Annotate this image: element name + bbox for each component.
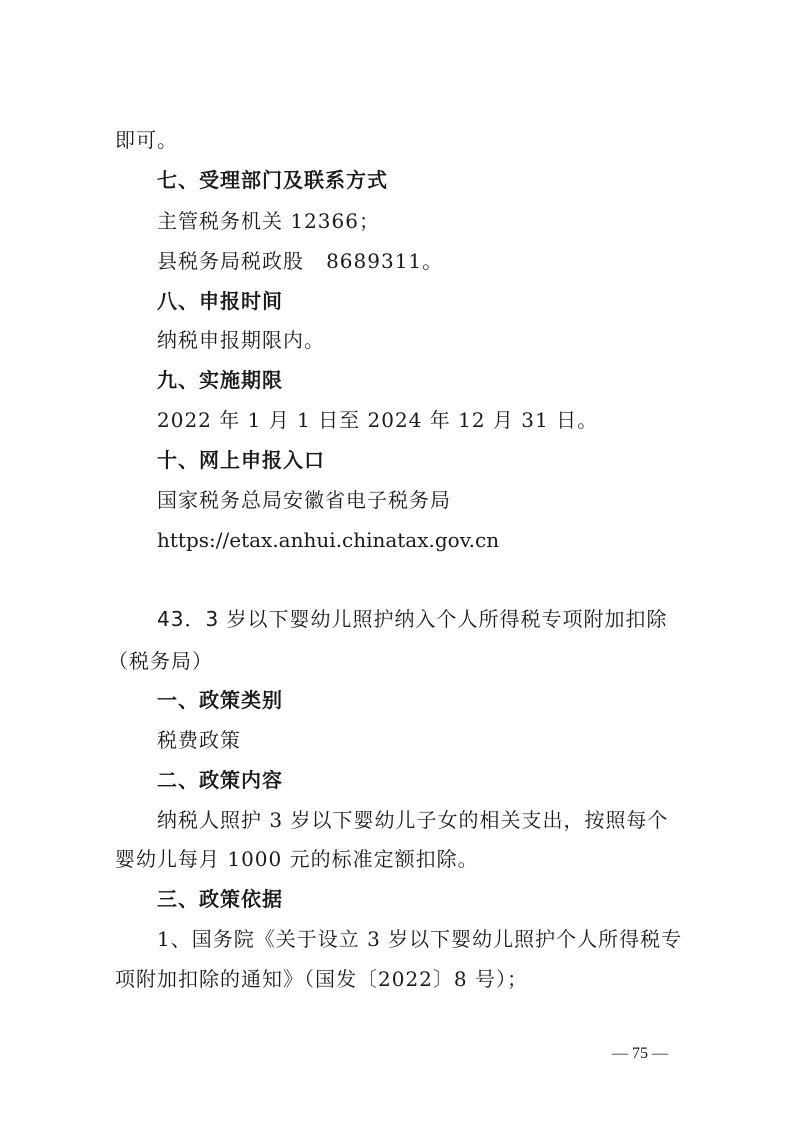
section-heading: 一、政策类别	[157, 688, 283, 712]
text-line: 税费政策	[157, 728, 241, 752]
url-text: https://etax.anhui.chinatax.gov.cn	[157, 528, 500, 552]
text-line: 纳税申报期限内。	[157, 328, 325, 352]
text-line: 主管税务机关 12366；	[157, 209, 380, 233]
section-heading: 十、网上申报入口	[157, 448, 325, 472]
text-line: 国家税务总局安徽省电子税务局	[157, 488, 451, 512]
page-number: — 75 —	[612, 1045, 668, 1062]
section-heading: 八、申报时间	[157, 289, 283, 313]
section-heading: 九、实施期限	[157, 368, 283, 392]
section-heading: 二、政策内容	[157, 768, 283, 792]
text-line: 项附加扣除的通知》（国发〔2022〕8 号）；	[115, 967, 528, 991]
item-title: 43．3 岁以下婴幼儿照护纳入个人所得税专项附加扣除	[157, 607, 668, 631]
section-heading: 七、受理部门及联系方式	[157, 168, 388, 192]
text-line: 即可。	[115, 128, 178, 152]
text-line: 纳税人照护 3 岁以下婴幼儿子女的相关支出，按照每个	[157, 808, 669, 832]
item-title-continued: （税务局）	[108, 649, 213, 673]
text-line: 婴幼儿每月 1000 元的标准定额扣除。	[115, 847, 479, 871]
text-line: 2022 年 1 月 1 日至 2024 年 12 月 31 日。	[157, 408, 599, 432]
text-line: 县税务局税政股 8689311。	[157, 249, 444, 273]
section-heading: 三、政策依据	[157, 887, 283, 911]
text-line: 1、国务院《关于设立 3 岁以下婴幼儿照护个人所得税专	[157, 927, 683, 951]
